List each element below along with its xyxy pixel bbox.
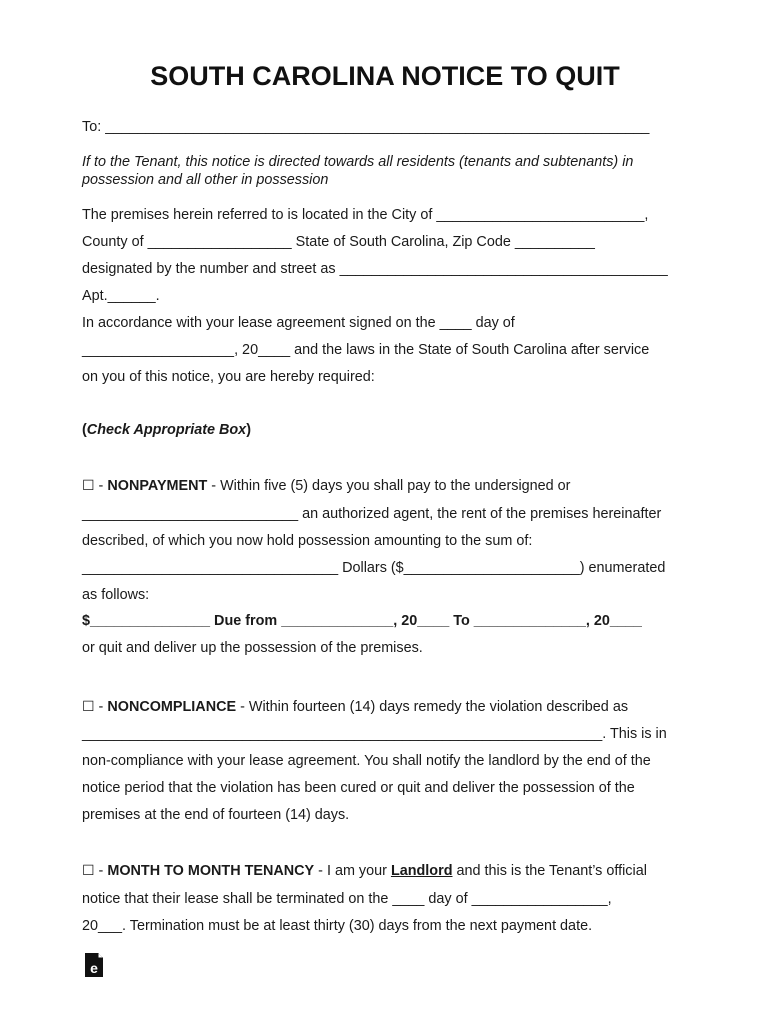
nonpayment-rest: - Within five (5) days you shall pay to the undersigned or [207,478,571,494]
to-line: To: ____________________________________________________________________ [82,119,650,135]
noncompliance-line-1: _________________________________________________________________. This is in [82,726,667,742]
nonpayment-line-1: ___________________________ an authorized agent, the rent of the premises hereinafter [82,506,662,522]
nonpayment-due-line: $_______________ Due from ______________, 20____ To ______________, 20____ [82,613,642,629]
noncompliance-checkbox[interactable]: ☐ [82,698,95,714]
nonpayment-heading-line [82,476,570,495]
premises-line-2: County of __________________ State of South Carolina, Zip Code __________ [82,234,595,250]
eforms-logo-icon [83,952,105,978]
nonpayment-prefix: - [94,478,108,494]
month-to-month-prefix: - [94,863,108,879]
noncompliance-rest: - Within fourteen (14) days remedy the violation described as [236,699,629,715]
month-to-month-rest: and this is the Tenant’s official [452,863,647,879]
noncompliance-line-4: premises at the end of fourteen (14) days. [82,807,350,823]
nonpayment-closing: or quit and deliver up the possession of the premises. [82,640,423,656]
nonpayment-line-2: described, of which you now hold possession amounting to the sum of: [82,533,533,549]
premises-line-6: ___________________, 20____ and the laws in the State of South Carolina after service [82,342,650,358]
month-to-month-heading: MONTH TO MONTH TENANCY [107,863,315,879]
check-box-close-paren: ) [246,422,251,438]
noncompliance-line-3: notice period that the violation has been cured or quit and deliver the possession of the [82,780,635,796]
premises-line-4: Apt.______. [82,288,160,304]
month-to-month-heading-line [82,861,647,880]
check-box-label: Check Appropriate Box [86,422,247,438]
noncompliance-heading-line [82,697,628,716]
intro-line-2: possession and all other in possession [82,172,329,188]
premises-line-5: In accordance with your lease agreement signed on the ____ day of [82,315,515,331]
premises-line-3: designated by the number and street as _________________________________________ [82,261,668,277]
nonpayment-checkbox[interactable]: ☐ [82,477,95,493]
noncompliance-heading: NONCOMPLIANCE [107,699,237,715]
intro-line-1: If to the Tenant, this notice is directed towards all residents (tenants and subtenants) in [82,154,634,170]
month-to-month-checkbox[interactable]: ☐ [82,862,95,878]
month-to-month-line-2: 20___. Termination must be at least thirty (30) days from the next payment date. [82,918,593,934]
svg-text:e: e [90,960,98,976]
nonpayment-line-4: as follows: [82,587,150,603]
premises-line-1: The premises herein referred to is located in the City of __________________________, [82,207,649,223]
premises-line-7: on you of this notice, you are hereby required: [82,369,375,385]
noncompliance-line-2: non-compliance with your lease agreement. You shall notify the landlord by the end of the [82,753,651,769]
check-box-instruction [82,421,251,439]
nonpayment-heading: NONPAYMENT [107,478,208,494]
document-title: SOUTH CAROLINA NOTICE TO QUIT [150,61,620,91]
check-box-open-paren: ( [82,422,87,438]
month-to-month-line-1: notice that their lease shall be terminated on the ____ day of _________________, [82,891,612,907]
noncompliance-prefix: - [94,699,108,715]
landlord-label: Landlord [390,863,453,879]
nonpayment-line-3: ________________________________ Dollars ($______________________) enumerated [82,560,666,576]
month-to-month-mid: - I am your [314,863,391,879]
